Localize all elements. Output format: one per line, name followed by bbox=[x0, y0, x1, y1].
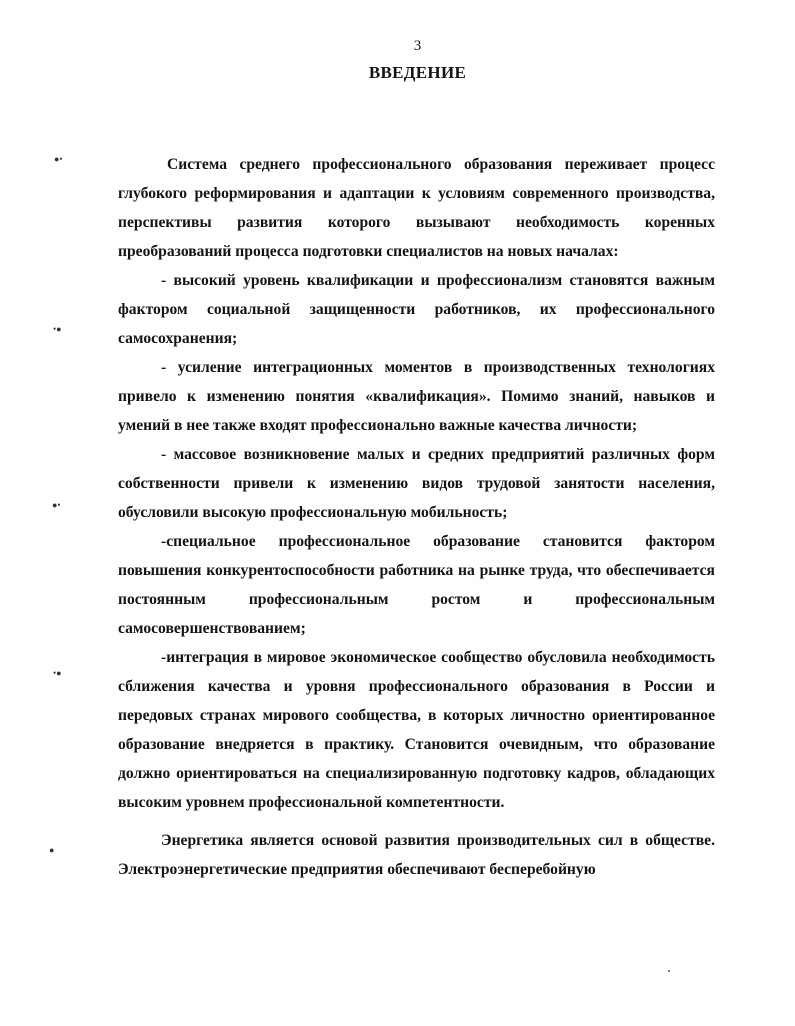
page-number: 3 bbox=[413, 38, 422, 54]
paragraph-small-business: - массовое возникновение малых и средних предприятий различных форм собственности привели к изменению видов трудовой занятости населения, обусловили высокую профессиональную мобильность; bbox=[118, 446, 715, 521]
paragraph-integration: - усиление интеграционных моментов в производственных технологиях привело к изменению понятия «квалификация». Помимо знаний, навыков и умений в нее также входят профессионально важные качества личности; bbox=[118, 359, 715, 434]
page-title: ВВЕДЕНИЕ bbox=[368, 63, 467, 82]
scan-speck bbox=[668, 970, 670, 972]
paragraph-competitiveness: -специальное профессиональное образование становится фактором повышения конкурентоспособности работника на рынке труда, что обеспечивается постоянным профессиональным ростом и профессиональным самосовершенствованием; bbox=[118, 533, 715, 637]
paragraph-world-community: -интеграция в мировое экономическое сообщество обусловила необходимость сближения качества и уровня профессионального образования в России и передовых странах мирового сообщества, в которых личностно ориентированное образование внедряется в практику. Становится очевидным, что образование должно ориентироваться на специализированную подготовку кадров, обладающих высоким уровнем профессиональной компетентности. bbox=[118, 649, 715, 811]
scan-mark-icon: •● bbox=[53, 324, 62, 334]
scan-mark-icon: ●• bbox=[54, 154, 63, 164]
paragraph-intro: Система среднего профессионального образования переживает процесс глубокого реформирования и адаптации к условиям современного производства, перспективы развития которого вызывают необходимость коренных преобразований процесса подготовки специалистов на новых началах: bbox=[118, 156, 715, 260]
document-body bbox=[118, 150, 715, 884]
paragraph-qualification: - высокий уровень квалификации и профессионализм становятся важным фактором социальной защищенности работников, их профессионального самосохранения; bbox=[118, 272, 715, 347]
scan-mark-icon: ● bbox=[49, 845, 55, 855]
scan-mark-icon: ●• bbox=[52, 500, 61, 510]
paragraph-energy: Энергетика является основой развития производительных сил в обществе. Электроэнергетические предприятия обеспечивают бесперебойную bbox=[118, 832, 715, 878]
scan-mark-icon: •● bbox=[53, 668, 62, 678]
